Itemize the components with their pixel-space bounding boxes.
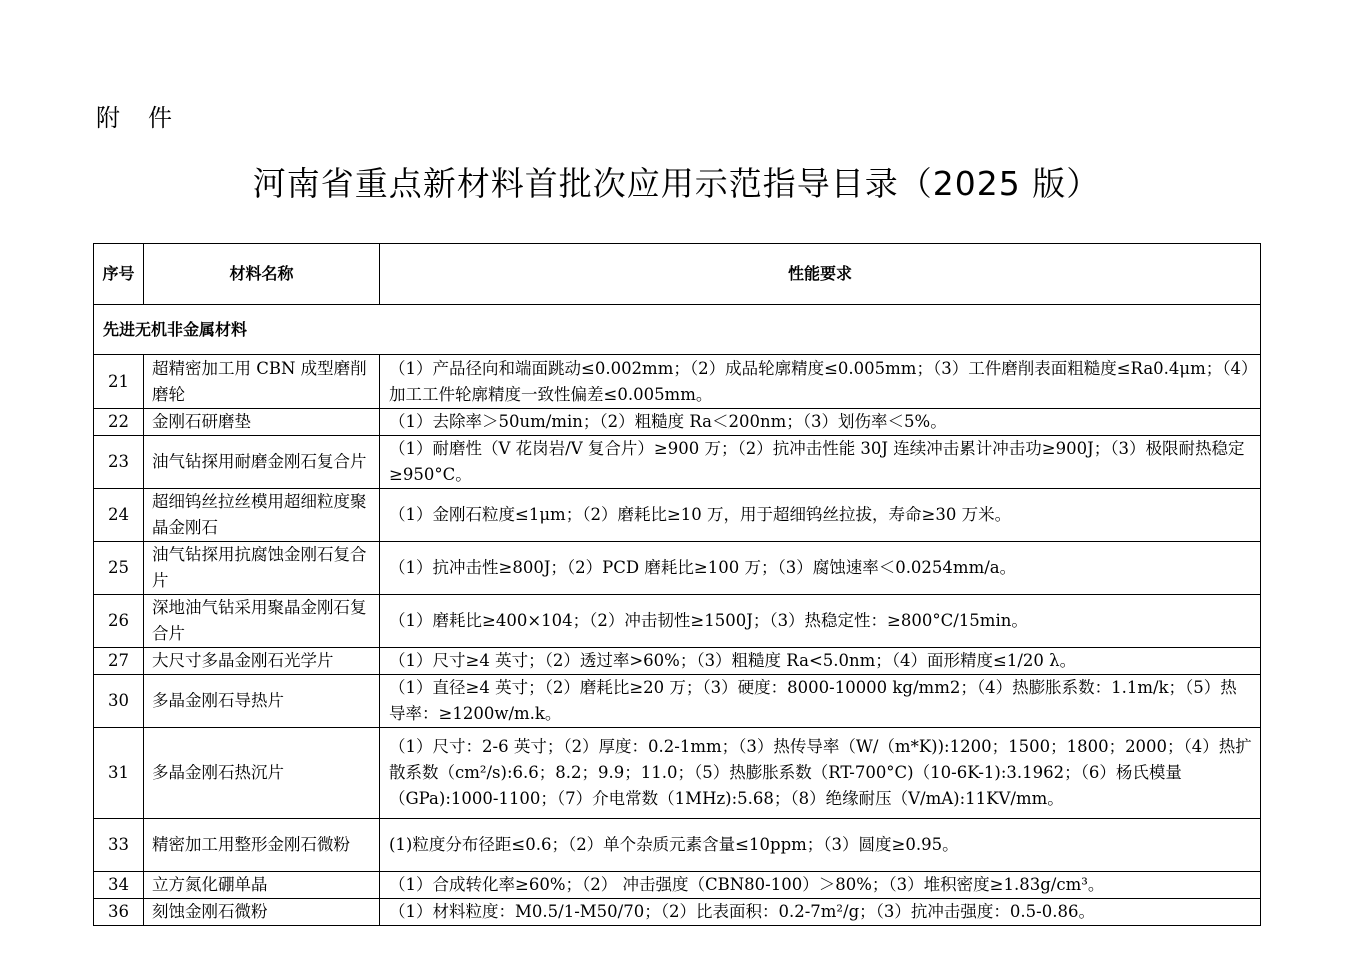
row-name: 大尺寸多晶金刚石光学片 — [144, 648, 380, 675]
row-seq: 26 — [94, 595, 144, 648]
category-row — [94, 305, 1261, 355]
row-seq: 22 — [94, 409, 144, 436]
row-name: 金刚石研磨垫 — [144, 409, 380, 436]
row-name: 多晶金刚石热沉片 — [144, 728, 380, 819]
table-row — [94, 436, 1261, 489]
row-requirement: （1）尺寸：2-6 英寸；（2）厚度：0.2-1mm；（3）热传导率（W/（m*K)):1200；1500；1800；2000；（4）热扩散系数（cm²/s):6.6；8.2；9.9；11.0；（5）热膨胀系数（RT-700°C)（10-6K-1):3.1962；（6）杨氏模量（GPa):1000-1100；（7）介电常数（1MHz):5.68；（8）绝缘耐压（V/mA):11KV/mm。 — [380, 728, 1261, 819]
header-seq: 序号 — [94, 244, 144, 305]
table-row — [94, 595, 1261, 648]
row-name: 刻蚀金刚石微粉 — [144, 899, 380, 926]
table-row — [94, 648, 1261, 675]
row-requirement: （1）抗冲击性≥800J；（2）PCD 磨耗比≥100 万；（3）腐蚀速率＜0.0254mm/a。 — [380, 542, 1261, 595]
row-name: 油气钻探用耐磨金刚石复合片 — [144, 436, 380, 489]
table-row — [94, 409, 1261, 436]
document-title: 河南省重点新材料首批次应用示范指导目录（2025 版） — [252, 164, 1101, 203]
row-requirement: （1）材料粒度：M0.5/1-M50/70；（2）比表面积：0.2-7m²/g；（3）抗冲击强度：0.5-0.86。 — [380, 899, 1261, 926]
row-requirement: （1）金刚石粒度≤1μm；（2）磨耗比≥10 万，用于超细钨丝拉拔，寿命≥30 万米。 — [380, 489, 1261, 542]
table-row — [94, 489, 1261, 542]
table-row — [94, 542, 1261, 595]
row-name: 精密加工用整形金刚石微粉 — [144, 819, 380, 872]
row-requirement: （1）耐磨性（V 花岗岩/V 复合片）≥900 万；（2）抗冲击性能 30J 连续冲击累计冲击功≥900J；（3）极限耐热稳定≥950°C。 — [380, 436, 1261, 489]
row-name: 油气钻探用抗腐蚀金刚石复合片 — [144, 542, 380, 595]
table-row — [94, 872, 1261, 899]
row-requirement: （1）合成转化率≥60%；（2） 冲击强度（CBN80-100）＞80%；（3）堆积密度≥1.83g/cm³。 — [380, 872, 1261, 899]
row-seq: 23 — [94, 436, 144, 489]
table-row — [94, 355, 1261, 409]
row-seq: 30 — [94, 675, 144, 728]
attachment-label: 附件 — [96, 104, 200, 132]
row-seq: 24 — [94, 489, 144, 542]
row-requirement: (1)粒度分布径距≤0.6；（2）单个杂质元素含量≤10ppm；（3）圆度≥0.95。 — [380, 819, 1261, 872]
row-seq: 25 — [94, 542, 144, 595]
row-seq: 34 — [94, 872, 144, 899]
row-seq: 33 — [94, 819, 144, 872]
table-header-row — [94, 244, 1261, 305]
row-seq: 36 — [94, 899, 144, 926]
row-requirement: （1）产品径向和端面跳动≤0.002mm；（2）成品轮廓精度≤0.005mm；（3）工件磨削表面粗糙度≤Ra0.4μm；（4）加工工件轮廓精度一致性偏差≤0.005mm。 — [380, 355, 1261, 409]
row-seq: 27 — [94, 648, 144, 675]
row-seq: 21 — [94, 355, 144, 409]
catalog-table — [93, 243, 1261, 926]
row-name: 超细钨丝拉丝模用超细粒度聚晶金刚石 — [144, 489, 380, 542]
header-name: 材料名称 — [144, 244, 380, 305]
row-name: 深地油气钻采用聚晶金刚石复合片 — [144, 595, 380, 648]
row-requirement: （1）磨耗比≥400×104；（2）冲击韧性≥1500J；（3）热稳定性：≥800°C/15min。 — [380, 595, 1261, 648]
table-row — [94, 819, 1261, 872]
category-label: 先进无机非金属材料 — [94, 305, 1261, 355]
table-row — [94, 899, 1261, 926]
table-row — [94, 728, 1261, 819]
row-requirement: （1）直径≥4 英寸；（2）磨耗比≥20 万；（3）硬度：8000-10000 kg/mm2；（4）热膨胀系数：1.1m/k；（5）热导率：≥1200w/m.k。 — [380, 675, 1261, 728]
header-requirement: 性能要求 — [380, 244, 1261, 305]
row-requirement: （1）尺寸≥4 英寸；（2）透过率>60%；（3）粗糙度 Ra<5.0nm；（4）面形精度≤1/20 λ。 — [380, 648, 1261, 675]
row-seq: 31 — [94, 728, 144, 819]
row-name: 多晶金刚石导热片 — [144, 675, 380, 728]
row-name: 超精密加工用 CBN 成型磨削磨轮 — [144, 355, 380, 409]
row-name: 立方氮化硼单晶 — [144, 872, 380, 899]
row-requirement: （1）去除率＞50um/min；（2）粗糙度 Ra＜200nm；（3）划伤率＜5%。 — [380, 409, 1261, 436]
table-row — [94, 675, 1261, 728]
